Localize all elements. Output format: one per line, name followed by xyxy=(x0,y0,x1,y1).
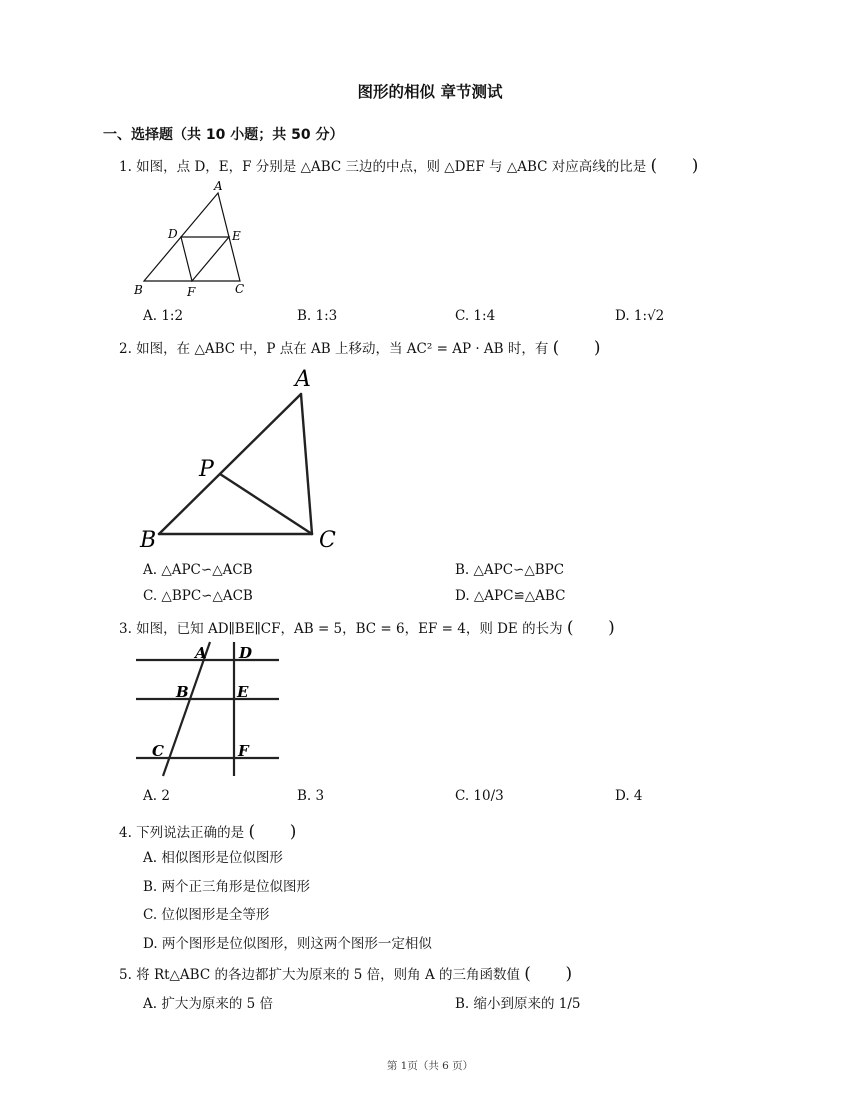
q1-option-b: B. 1:3 xyxy=(297,308,338,324)
question-5-text: 5. 将 Rt△ABC 的各边都扩大为原来的 5 倍，则角 A 的三角函数值 xyxy=(119,967,520,983)
label-a: A xyxy=(195,644,207,662)
triangle-def xyxy=(181,237,229,281)
side-ac xyxy=(301,394,312,534)
label-b: B xyxy=(134,283,143,297)
question-2-figure xyxy=(135,366,350,556)
question-4-text: 4. 下列说法正确的是 xyxy=(119,825,245,841)
page-title: 图形的相似 章节测试 xyxy=(357,83,503,101)
question-5-stem xyxy=(119,963,572,984)
question-1-stem xyxy=(119,155,698,176)
q2-option-c: C. △BPC∽△ACB xyxy=(143,588,253,604)
answer-paren-open: ( xyxy=(650,156,658,176)
q4-option-a: A. 相似图形是位似图形 xyxy=(143,850,283,866)
segment-pc xyxy=(220,474,312,534)
q5-option-a: A. 扩大为原来的 5 倍 xyxy=(143,996,274,1012)
label-a: A xyxy=(295,367,311,392)
label-c: C xyxy=(235,282,245,296)
q2-option-b: B. △APC∽△BPC xyxy=(455,562,565,578)
q3-option-d: D. 4 xyxy=(615,788,643,804)
q1-option-d: D. 1:√2 xyxy=(615,308,665,324)
label-f: F xyxy=(187,285,196,299)
answer-paren-open: ( xyxy=(566,618,574,638)
q2-option-d: D. △APC≌△ABC xyxy=(455,588,566,604)
section-heading: 一、选择题（共 10 小题；共 50 分） xyxy=(103,127,344,143)
q1-option-c: C. 1:4 xyxy=(455,308,496,324)
q5-option-b: B. 缩小到原来的 1/5 xyxy=(455,996,581,1012)
label-b: B xyxy=(176,683,189,701)
question-1-figure xyxy=(128,178,258,302)
label-e: E xyxy=(232,229,241,243)
question-2-stem xyxy=(119,337,601,358)
question-3-stem xyxy=(119,617,615,638)
answer-paren-open: ( xyxy=(552,338,560,358)
q4-option-c: C. 位似图形是全等形 xyxy=(143,907,270,923)
label-f: F xyxy=(238,742,249,760)
q3-option-c: C. 10/3 xyxy=(455,788,504,804)
answer-paren-close: ) xyxy=(289,822,297,842)
answer-paren-open: ( xyxy=(248,822,256,842)
label-a: A xyxy=(214,179,223,193)
label-d: D xyxy=(239,644,253,662)
q2-option-a: A. △APC∽△ACB xyxy=(143,562,253,578)
answer-paren-close: ) xyxy=(565,964,573,984)
q3-option-a: A. 2 xyxy=(143,788,170,804)
label-c: C xyxy=(152,742,164,760)
question-2-text: 2. 如图，在 △ABC 中，P 点在 AB 上移动，当 AC² = AP · AB 时，有 xyxy=(119,341,549,357)
answer-paren-open: ( xyxy=(524,964,531,984)
q4-option-b: B. 两个正三角形是位似图形 xyxy=(143,879,311,895)
question-4-stem xyxy=(119,821,296,842)
question-3-text: 3. 如图，已知 AD∥BE∥CF，AB = 5，BC = 6，EF = 4，则 DE 的长为 xyxy=(119,621,563,637)
page-footer: 第 1页（共 6 页） xyxy=(386,1060,474,1072)
transversal-ac xyxy=(163,642,210,776)
answer-paren-close: ) xyxy=(691,156,699,176)
question-3-figure xyxy=(133,640,283,780)
answer-paren-close: ) xyxy=(593,338,601,358)
q4-option-d: D. 两个图形是位似图形，则这两个图形一定相似 xyxy=(143,936,432,952)
label-c: C xyxy=(319,528,336,553)
label-e: E xyxy=(237,683,249,701)
answer-paren-close: ) xyxy=(608,618,615,638)
label-b: B xyxy=(140,528,157,553)
q3-option-b: B. 3 xyxy=(297,788,325,804)
label-p: P xyxy=(199,457,214,482)
label-d: D xyxy=(168,227,178,241)
question-1-text: 1. 如图，点 D，E，F 分别是 △ABC 三边的中点，则 △DEF 与 △ABC 对应高线的比是 xyxy=(119,159,647,175)
q1-option-a: A. 1:2 xyxy=(143,308,184,324)
